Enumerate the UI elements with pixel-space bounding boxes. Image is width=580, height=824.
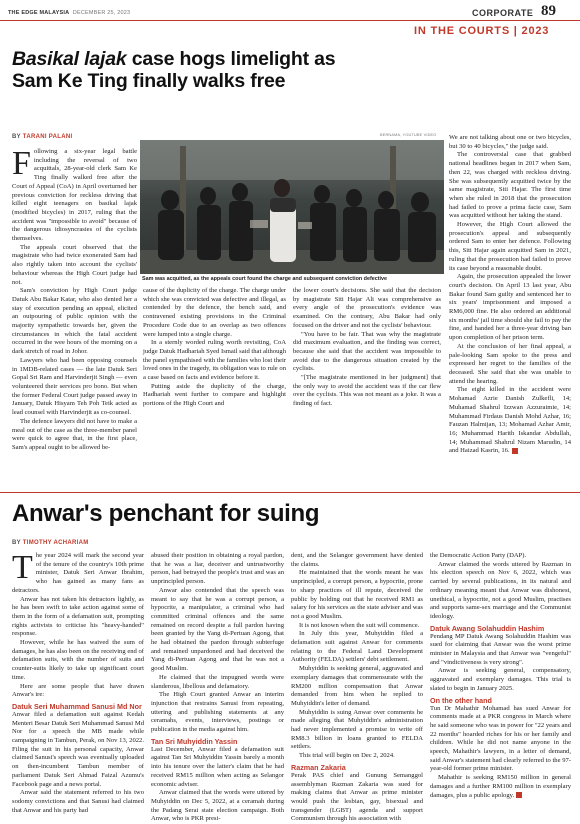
story1-paragraph: "You have to be fair. That was why the magistrate did maximum evaluation, and the finding was correct, because she said that the accident was impossible to avoid due to the dangerous situation created by the cyclists. bbox=[293, 330, 441, 373]
subhead-sanusi: Datuk Seri Muhammad Sanusi Md Nor bbox=[12, 701, 142, 711]
byline-prefix: BY bbox=[12, 540, 21, 546]
story2-paragraph: Anwar filed a defamation suit against Kedah Menteri Besar Datuk Seri Muhammad Sanusi Md Nor for a speech the MB made while campaigning in Tambun, Perak, on Nov 13, 2022. Filing the suit in his personal capacity, Anwar claimed Sanusi's speech was eventually uploaded on then-incumbent Tambun member of parliament Datuk Seri Ahmad Faizal Azumu's Facebook page and a news portal. bbox=[12, 710, 144, 788]
photo-caption: Sam was acquitted, as the appeals court found the charge and subsequent conviction defective bbox=[142, 276, 388, 282]
subhead-awang: Datuk Awang Solahuddin Hashim bbox=[430, 623, 545, 633]
subhead-muhyiddin: Tan Sri Muhyiddin Yassin bbox=[151, 736, 238, 746]
story2-paragraph: Anwar has not taken his detractors lightly, as he has been swift to take action against some of them in the form of a defamation suit, prompting rights activists to criticise his "heavy-handed" response. bbox=[12, 595, 144, 638]
story2-headline: Anwar's penchant for suing bbox=[12, 500, 320, 527]
story2-paragraph: the Democratic Action Party (DAP). bbox=[430, 552, 527, 559]
story2-paragraph: Mahathir is seeking RM150 million in general damages and a further RM100 million in exemplary damages, plus a public apology. bbox=[430, 774, 571, 799]
photo-credit: BERNAMA, YOUTUBE VIDEO bbox=[380, 133, 437, 137]
story2-paragraph: Pendang MP Datuk Awang Solahuddin Hashim was sued for claiming that Anwar was the worst prime minister in Malaysia and that Anwar was "vengeful" and "vindictiveness is very strong". bbox=[430, 632, 571, 666]
subhead-other-hand: On the other hand bbox=[430, 695, 492, 705]
story2-column-4 bbox=[430, 552, 571, 800]
story2-paragraph: Anwar claimed the words uttered by Razman in his election speech on Nov 6, 2022, which was carried by several publications, in its natural and ordinary meaning meant that Anwar was dishonest, unethical, a hypocrite, not a good Muslim, practises and supports same-sex marriage and the Communist ideology. bbox=[430, 560, 571, 620]
story1-paragraph: Sam's conviction by High Court judge Datuk Abu Bakar Katar, who also denied her a stay of execution pending an appeal, elicited an outpouring of public opinion with the majority sympathetic towards her, given the circumstances in which the fatal accident occurred in the wee hours of the morning on a dark stretch of road in Johor. bbox=[12, 287, 137, 356]
story1-photo bbox=[140, 140, 444, 274]
story2-column-2 bbox=[151, 552, 284, 824]
story2-paragraph: In July this year, Muhyiddin filed a defamation suit against Anwar for comments relating to the Federal Land Development Authority (FELDA) settlers' debt settlement. bbox=[291, 630, 423, 664]
story2-paragraph: Anwar also contended that the speech was meant to say that he was a corrupt person, a hypocrite, a manipulator, a criminal who had committed criminal offences and the same remained on record despite a full pardon having been granted by the Yang di-Pertuan Agong, that he had obtained the pardon through subterfuge and remained unpardoned and had deceived the Yang di-Pertuan Agong and that he was not a good Muslim. bbox=[151, 586, 284, 673]
dropcap: T bbox=[12, 549, 33, 586]
story2-paragraph: abused their position in obtaining a royal pardon, that he was a liar, deceiver and untrustworthy person, had betrayed the people's trust and was an unprincipled person. bbox=[151, 552, 284, 586]
story2-paragraph: Anwar claimed that the words were uttered by Muhyiddin on Dec 5, 2022, at a ceramah during the Padang Serai state election campaign. Both Anwar, who is PKR presi- bbox=[151, 789, 284, 823]
story2-paragraph: Anwar said the statement referred to his two sodomy convictions and that Sanusi had claimed that Anwar and his party had bbox=[12, 789, 144, 814]
story1-column-4 bbox=[449, 134, 571, 456]
story1-paragraph: Putting aside the duplicity of the charge, Hadhariah went further to compare and highlight portions of the High Court and bbox=[143, 382, 286, 408]
story1-paragraph: "[The magistrate mentioned in her judgment] that the only way to avoid the accident was if the car flew over the cyclists. This was not meant as a joke. It was a finding of fact. bbox=[293, 374, 441, 408]
story2-paragraph: It is not known when the suit will commence. bbox=[299, 621, 420, 629]
section-label: CORPORATE bbox=[472, 8, 534, 18]
header-rule bbox=[0, 20, 580, 21]
story2-paragraph: This trial will begin on Dec 2, 2024. bbox=[299, 752, 395, 760]
masthead-brand bbox=[8, 10, 130, 16]
story1-paragraph: In a sternly worded ruling worth revisiting, CoA judge Datuk Hadhariah Syed Ismail said that although the panel sympathised with the families who lost their loved ones in the tragedy, its obligation was to rule on a case based on facts and evidence before it. bbox=[143, 339, 287, 382]
subhead-razman: Razman Zakaria bbox=[291, 762, 346, 772]
story2-paragraph: Perak PAS chief and Gunung Semanggol assemblyman Razman Zakaria was sued for making claims that Anwar as prime minister would push the lesbian, gay, bisexual and transgender (LGBT) agenda and support Communism through his association with bbox=[291, 771, 423, 823]
story1-column-2 bbox=[143, 287, 286, 409]
byline-prefix: BY bbox=[12, 134, 21, 140]
story1-paragraph: the lower court's decisions. She said that the decision by magistrate Siti Hajar Ali was comprehensive as every angle of the prosecution's evidence was examined. On the contrary, Abu Bakar had only focused on the driver and not the cyclists' behaviour. bbox=[293, 287, 441, 329]
story1-paragraph: Lawyers who had been opposing counsels in 1MDB-related cases — the late Datuk Seri Gopal Sri Ram and Harvinderjit Singh — even volunteered their services pro bono. But when the former Federal Court judge passed away in January, Datuk Hisyam Teh Poh Teik acted as lead counsel with Harvinderjit as co-counsel. bbox=[12, 356, 137, 417]
story2-paragraph: Tun Dr Mahathir Mohamad has sued Anwar for comments made at a PKR congress in March where he said someone who was in power for "22 years and 22 months" hoarded riches for his or her family and children. While he did not name anyone in the speech, Mahathir's lawyers, in a letter of demand, said Anwar's statement had clearly referred to the 97-year-old former prime minister. bbox=[430, 704, 571, 773]
court-crowd-photo bbox=[140, 140, 444, 274]
story1-paragraph: The controversial case that grabbed national headlines began in 2017 when Sam, then 22, was charged with reckless driving. She was subsequently acquitted twice by the same magistrate, Siti Hajar. The first time when she ruled in 2018 that the prosecution had failed to prove a prima facie case, Sam was acquitted without her taking the stand. bbox=[449, 151, 571, 220]
story2-byline bbox=[12, 540, 89, 546]
byline-author: TARANI PALANI bbox=[22, 134, 73, 140]
dropcap: F bbox=[12, 145, 31, 182]
story2-lead-paragraph: The year 2024 will mark the second year of the tenure of the country's 10th prime minister, Datuk Seri Anwar Ibrahim, who has gained as many fans as detractors. bbox=[12, 549, 144, 594]
story2-paragraph: Last December, Anwar filed a defamation suit against Tan Sri Muhyiddin Yassin barely a month into his tenure over the latter's claim that he had received RM15 million when acting as Selangor economic adviser. bbox=[151, 745, 284, 788]
story2-paragraph: The High Court granted Anwar an interim injunction that restrains Sanusi from repeating, uttering and publishing statements at any ceramahs, events, interviews, postings or publication in the media against him. bbox=[151, 691, 284, 734]
story2-paragraph: dent, and the Selangor government have denied the claims. bbox=[291, 552, 423, 568]
story1-paragraph: Again, the prosecution appealed the lower court's decision. On April 13 last year, Abu Bakar found Sam guilty and sentenced her to six years' imprisonment and imposed a RM6,000 fine. He also ordered an additional six months' jail time should she fail to pay the fine, and handed her a three-year driving ban upon completion of her prison term. bbox=[449, 273, 571, 342]
story1-column-3 bbox=[293, 287, 441, 409]
story1-paragraph: The eight killed in the accident were Mohamad Azrie Danish Zulkefli, 14; Muhamad Shahrul Izzwan Azzuraimie, 14; Muhammad Firdaus Danish Mohd Azhar, 16; Fauzan Halmijan, 13; Mohamad Azhar Amir, 16; Muhammad Harith Iskandar Abdullah, 14; Muhammad Shahrul Nizam Marudin, 14 and Haizad Kasrin, 16. bbox=[449, 386, 571, 455]
story2-paragraph: Muhyiddin is seeking general, aggravated and exemplary damages that commensurate with the RM200 million compensation that Anwar demanded from him when he replied to Muhyiddin's letter of demand. bbox=[291, 665, 423, 707]
story1-paragraph: At the conclusion of her final appeal, a pale-looking Sam spoke to the press and expressed her regret to the families of the deceased. She said that she was unable to attend the hearing. bbox=[449, 342, 571, 385]
story2-paragraph: Here are some people that have drawn Anwar's ire: bbox=[12, 682, 144, 699]
byline-author: TIMOTHY ACHARIAM bbox=[22, 540, 89, 546]
story1-paragraph: cause of the duplicity of the charge. The charge under which she was convicted was defective and illegal, as contended by the defence, the bench said, and contravened existing provisions in the Criminal Procedure Code due to an overlap as two offences were lumped into a single charge. bbox=[143, 287, 286, 338]
story1-byline bbox=[12, 134, 72, 140]
page-number: 89 bbox=[541, 3, 556, 19]
story2-paragraph: However, while he has waived the sum of damages, he has also been on the receiving end of defamation suits, with the number of suits and counter-suits likely to take up significant court time. bbox=[12, 639, 144, 681]
end-of-story-mark bbox=[512, 448, 518, 454]
story1-paragraph: However, the High Court allowed the prosecution's appeal and subsequently ordered Sam to enter her defence. Following this, Siti Hajar again acquitted Sam in 2021, ruling that the prosecution had failed to prove its case beyond a reasonable doubt. bbox=[449, 221, 571, 272]
story1-headline-italic: Basikal lajak bbox=[12, 48, 127, 70]
story1-headline-line1: case hogs limelight as bbox=[126, 48, 336, 70]
story2-paragraph: Muhyiddin is suing Anwar over comments he made alleging that Muhyiddin's administration had never implemented a promise to write off RM8.3 billion in loans granted to FELDA settlers. bbox=[291, 708, 423, 751]
end-of-story-mark bbox=[516, 792, 522, 798]
story1-paragraph: We are not talking about one or two bicycles, but 30 to 40 bicycles," the judge said. bbox=[449, 134, 571, 150]
story1-lead-paragraph: Following a six-year legal battle including the reversal of two acquittals, 28-year-old clerk Sam Ke Ting finally walked free after the Court of Appeal (CoA) in April overturned her previous conviction for reckless driving that killed eight teenagers on basikal lajak (modified bicycles) in 2017, ruling that the accident was "impossible to avoid" because of the dangerous idiosyncrasies of the cyclists themselves. bbox=[12, 145, 137, 243]
story2-column-3 bbox=[291, 552, 423, 824]
story1-paragraph: The appeals court observed that the magistrate who had twice exonerated Sam had also rightly taken into account the cyclists' behaviour whereas the High Court judge had not. bbox=[12, 243, 137, 286]
issue-date: DECEMBER 25, 2023 bbox=[72, 10, 131, 16]
story1-column-1 bbox=[12, 145, 137, 453]
story2-column-1 bbox=[12, 549, 144, 815]
section-kicker: IN THE COURTS | 2023 bbox=[414, 25, 550, 37]
publication-logo: THE EDGE MALAYSIA bbox=[8, 10, 70, 16]
story1-headline bbox=[12, 48, 462, 92]
story1-paragraph: The defence lawyers did not have to make a meal out of the case as the three-member panel were quick to agree that, in the first place, Sam's appeal ought to be allowed be- bbox=[12, 417, 137, 451]
story1-headline-line2: Sam Ke Ting finally walks free bbox=[12, 70, 286, 92]
story2-paragraph: He claimed that the impugned words were slanderous, libellous and defamatory. bbox=[151, 673, 284, 690]
story-divider bbox=[0, 492, 580, 493]
story2-paragraph: Anwar is seeking general, compensatory, aggravated and exemplary damages. This trial is slated to begin in January 2025. bbox=[430, 667, 571, 692]
story2-paragraph: He maintained that the words meant he was unprincipled, a corrupt person, a hypocrite, prone to sharp practices of ill repute, deceived the public by holding out that he received RM1 as salary for his services as the state adviser and was not a good Muslim. bbox=[291, 569, 423, 620]
